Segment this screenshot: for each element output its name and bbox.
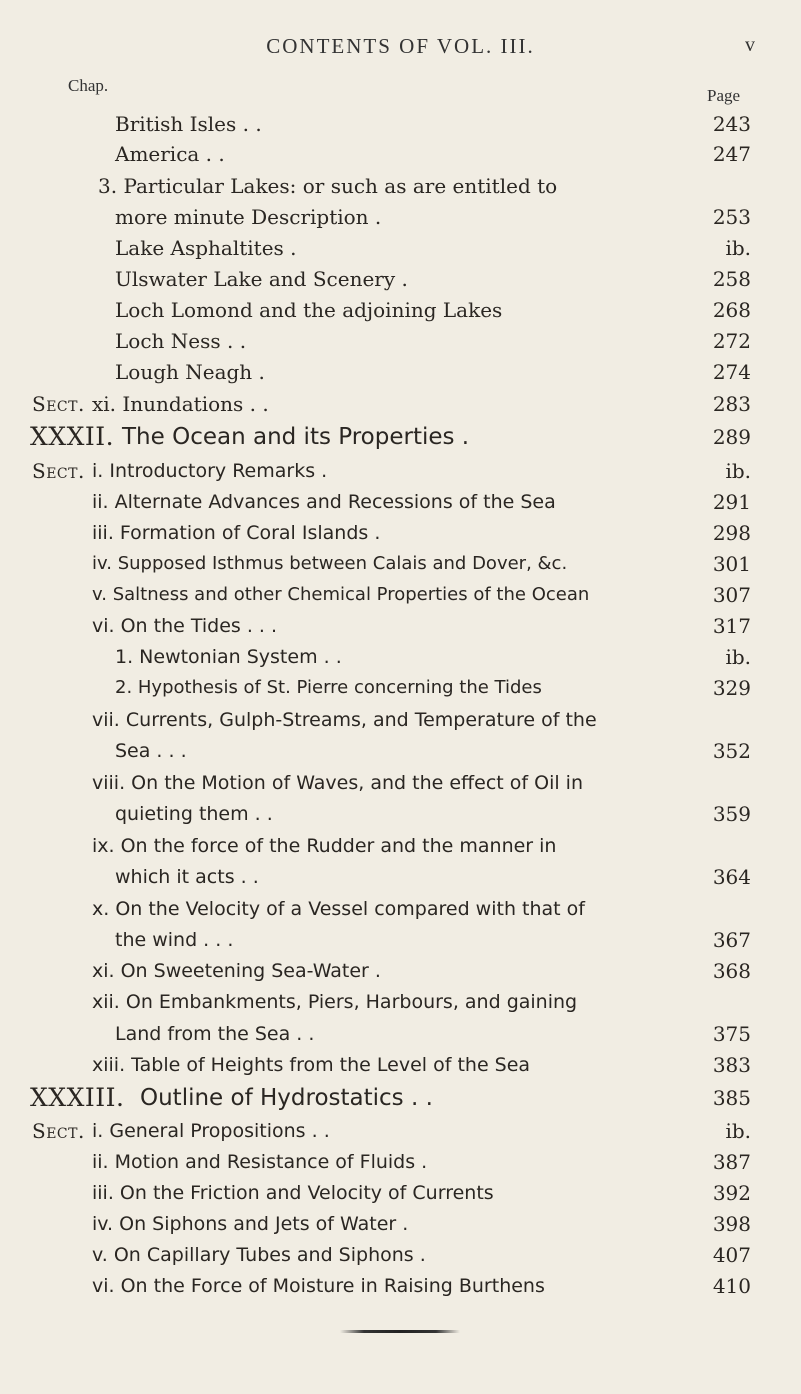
toc-entry (0, 800, 801, 828)
entry-title: America . . (115, 142, 225, 166)
toc-entry (0, 203, 801, 231)
entry-title: more minute Description . (115, 205, 382, 229)
toc-entry (0, 457, 801, 485)
toc-entry (0, 988, 801, 1016)
entry-title: viii. On the Motion of Waves, and the effect of Oil in (92, 772, 583, 794)
toc-entry (0, 140, 801, 168)
entry-title: xi. Inundations . . (92, 392, 269, 416)
toc-entry (0, 550, 801, 578)
entry-page: 289 (712, 425, 751, 449)
entry-page: 383 (712, 1053, 751, 1077)
entry-title: i. Introductory Remarks . (92, 460, 328, 482)
entry-page: ib. (725, 645, 751, 669)
entry-page: 359 (712, 802, 751, 826)
entry-page: 283 (712, 392, 751, 416)
entry-title: vii. Currents, Gulph-Streams, and Temperature of the (92, 709, 597, 731)
toc-entry (0, 488, 801, 516)
entry-page: 317 (712, 614, 751, 638)
entry-page: 329 (712, 676, 751, 700)
chap-column-label: Chap. (68, 76, 109, 95)
toc-entry (0, 358, 801, 386)
entry-page: 272 (712, 329, 751, 353)
entry-lead: Sect. (32, 459, 85, 483)
toc-entry (0, 674, 801, 702)
toc-entry (0, 737, 801, 765)
entry-lead: Sect. (32, 392, 85, 416)
toc-entry (0, 1210, 801, 1238)
entry-title: Ulswater Lake and Scenery . (115, 267, 408, 291)
toc-entry (0, 1272, 801, 1300)
entry-page: 398 (712, 1212, 751, 1236)
entry-page: 301 (712, 552, 751, 576)
entry-title: The Ocean and its Properties . (122, 424, 470, 450)
entry-title: xii. On Embankments, Piers, Harbours, and gaining (92, 991, 578, 1013)
toc-entry (0, 926, 801, 954)
entry-title: iv. Supposed Isthmus between Calais and Dover, &c. (92, 553, 568, 574)
toc-entry (0, 769, 801, 797)
entry-page: 364 (712, 865, 751, 889)
toc-entry (0, 1179, 801, 1207)
entry-title: ii. Alternate Advances and Recessions of the Sea (92, 491, 556, 513)
entry-page: 407 (712, 1243, 751, 1267)
entry-page: ib. (725, 236, 751, 260)
entry-page: 385 (712, 1086, 751, 1110)
entry-title: iii. On the Friction and Velocity of Currents (92, 1182, 494, 1204)
toc-entry (0, 327, 801, 355)
entry-page: 268 (712, 298, 751, 322)
entry-title: xiii. Table of Heights from the Level of the Sea (92, 1054, 531, 1076)
entry-title: 1. Newtonian System . . (115, 646, 342, 668)
entry-title: which it acts . . (115, 866, 259, 888)
toc-entry (0, 643, 801, 671)
entry-title: the wind . . . (115, 929, 234, 951)
toc-entry (0, 1020, 801, 1048)
page-column-label: Page (707, 86, 741, 105)
entry-page: 387 (712, 1150, 751, 1174)
entry-title: 3. Particular Lakes: or such as are entitled to (98, 174, 558, 198)
entry-title: British Isles . . (115, 112, 262, 136)
toc-entry (0, 581, 801, 609)
entry-title: Loch Ness . . (115, 329, 247, 353)
entry-title: vi. On the Tides . . . (92, 615, 278, 637)
entry-page: 392 (712, 1181, 751, 1205)
entry-title: v. Saltness and other Chemical Properties of the Ocean (92, 584, 590, 605)
entry-page: 247 (712, 142, 751, 166)
entry-page: 367 (712, 928, 751, 952)
entry-page: 291 (712, 490, 751, 514)
entry-title: iii. Formation of Coral Islands . (92, 522, 381, 544)
toc-entry (0, 895, 801, 923)
chapter-number: XXXIII. (30, 1083, 125, 1112)
entry-title: xi. On Sweetening Sea-Water . (92, 960, 381, 982)
toc-chapter (0, 1082, 801, 1114)
entry-title: Lake Asphaltites . (115, 236, 297, 260)
toc-entry (0, 1148, 801, 1176)
entry-page: 243 (712, 112, 751, 136)
entry-title: vi. On the Force of Moisture in Raising Burthens (92, 1275, 545, 1297)
toc-entry (0, 110, 801, 138)
toc-entry (0, 1117, 801, 1145)
entry-page: 258 (712, 267, 751, 291)
toc-entry (0, 706, 801, 734)
toc-entry (0, 519, 801, 547)
entry-page: 253 (712, 205, 751, 229)
entry-lead: Sect. (32, 1119, 85, 1143)
toc-entry (0, 234, 801, 262)
toc-chapter (0, 421, 801, 453)
page-number: v (745, 34, 755, 56)
entry-title: ii. Motion and Resistance of Fluids . (92, 1151, 428, 1173)
entry-title: quieting them . . (115, 803, 273, 825)
toc-entry (0, 172, 801, 200)
entry-title: ix. On the force of the Rudder and the manner in (92, 835, 557, 857)
toc-entry (0, 612, 801, 640)
entry-page: ib. (725, 1119, 751, 1143)
entry-title: Loch Lomond and the adjoining Lakes (115, 298, 503, 322)
running-head: CONTENTS OF VOL. III. (266, 34, 535, 58)
entry-title: Sea . . . (115, 740, 187, 762)
entry-title: iv. On Siphons and Jets of Water . (92, 1213, 409, 1235)
entry-page: 298 (712, 521, 751, 545)
entry-page: 410 (712, 1274, 751, 1298)
toc-entry (0, 1051, 801, 1079)
chapter-number: XXXII. (30, 422, 115, 451)
entry-title: x. On the Velocity of a Vessel compared with that of (92, 898, 585, 920)
entry-page: 368 (712, 959, 751, 983)
entry-page: 307 (712, 583, 751, 607)
entry-title: Outline of Hydrostatics . . (140, 1085, 433, 1111)
entry-page: 375 (712, 1022, 751, 1046)
toc-entry (0, 832, 801, 860)
toc-entry (0, 265, 801, 293)
toc-entry (0, 957, 801, 985)
entry-page: 274 (712, 360, 751, 384)
entry-title: v. On Capillary Tubes and Siphons . (92, 1244, 426, 1266)
toc-entry (0, 390, 801, 418)
entry-title: 2. Hypothesis of St. Pierre concerning the Tides (115, 677, 542, 698)
toc-entry (0, 296, 801, 324)
entry-title: Land from the Sea . . (115, 1023, 315, 1045)
entry-page: 352 (712, 739, 751, 763)
entry-page: ib. (725, 459, 751, 483)
toc-entry (0, 863, 801, 891)
toc-entry (0, 1241, 801, 1269)
entry-title: i. General Propositions . . (92, 1120, 330, 1142)
entry-title: Lough Neagh . (115, 360, 265, 384)
ornamental-rule (340, 1330, 460, 1333)
